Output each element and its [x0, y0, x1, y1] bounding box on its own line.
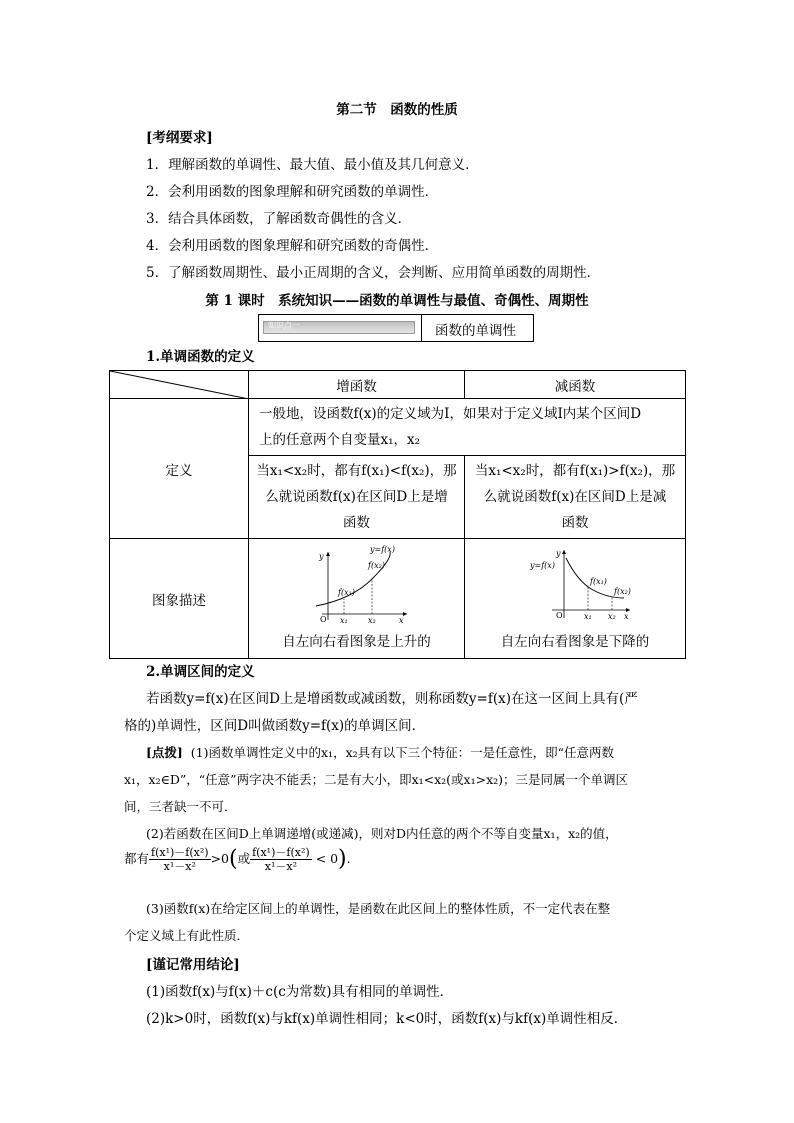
fx1-label: f(x₁)	[337, 587, 355, 597]
x2-label: x₂	[367, 615, 376, 624]
syllabus-item: 3．结合具体函数，了解函数奇偶性的含义．	[146, 211, 412, 227]
col-increasing: 增函数	[249, 371, 465, 399]
definition-heading: 1.单调函数的定义	[146, 349, 255, 365]
difference-quotient: $\frac{\text{f(x¹)－f(x²)}}{\text{x¹－x²}}$	[252, 846, 310, 873]
tip-label: [点拨]	[146, 745, 183, 760]
syllabus-header: [考纲要求]	[146, 130, 213, 146]
syllabus-item: 4．会利用函数的图象理解和研究函数的奇偶性．	[146, 238, 439, 254]
section-title: 第二节 函数的性质	[336, 102, 458, 118]
fx2-label: f(x₂)	[367, 560, 385, 570]
x2-label: x₂	[607, 611, 616, 621]
conclusion-item: (2)k>0时，函数f(x)与kf(x)单调性相同；k<0时，函数f(x)与kf(x)单调性相反．	[146, 1011, 628, 1027]
fx2-label: f(x₂)	[613, 586, 631, 596]
y-axis-label: y	[555, 548, 561, 558]
tip-line: [点拨] (1)函数单调性定义中的x₁，x₂具有以下三个特征：一是任意性，即“任意两数	[146, 745, 615, 760]
tip-line: 个定义域上有此性质．	[124, 928, 250, 943]
row-graph: 图象描述	[110, 539, 249, 659]
knowledge-tag: 知识点一	[263, 321, 415, 334]
monotonic-formula: 都有 $\frac{\text{f(x¹)－f(x²)}}{\text{x¹－x²}}$ >0(或 $\frac{\text{f(x¹)－f(x²)}}{\text{x¹－x²}}$ < 0).	[124, 846, 351, 873]
header-divider	[421, 315, 422, 341]
diagonal-header-cell	[110, 371, 249, 399]
interval-paragraph-line: 格的)单调性，区间D叫做函数y=f(x)的单调区间．	[124, 718, 426, 734]
difference-quotient: $\frac{\text{f(x¹)－f(x²)}}{\text{x¹－x²}}$	[151, 846, 209, 873]
x-axis-label: x	[623, 611, 629, 621]
monotonic-definition-table	[109, 370, 686, 659]
decreasing-definition: 当x₁<x₂时，都有f(x₁)>f(x₂)，那 么就说函数f(x)在区间D上是减 函数	[465, 456, 686, 539]
increasing-caption: 自左向右看图象是上升的	[282, 633, 431, 650]
decreasing-caption: 自左向右看图象是下降的	[500, 633, 650, 650]
interval-paragraph-line: 若函数y=f(x)在区间D上是增函数或减函数，则称函数y=f(x)在这一区间上具有(严	[146, 691, 638, 707]
curve-label: y=f(x)	[529, 560, 555, 570]
increasing-definition: 当x₁<x₂时，都有f(x₁)<f(x₂)，那 么就说函数f(x)在区间D上是增 函数	[249, 456, 465, 539]
increasing-graph-cell	[249, 539, 465, 659]
origin-label: O	[555, 610, 563, 620]
tip-line: (2)若函数在区间D上单调递增(或递减)，则对D内任意的两个不等自变量x₁，x₂的值，	[146, 826, 618, 841]
conclusion-item: (1)函数f(x)与f(x)＋c(c为常数)具有相同的单调性．	[146, 984, 454, 1000]
x1-label: x₁	[583, 611, 592, 621]
tip-line: (3)函数f(x)在给定区间上的单调性，是函数在此区间上的整体性质，不一定代表在整	[146, 901, 611, 916]
syllabus-item: 1．理解函数的单调性、最大值、最小值及其几何意义．	[146, 157, 479, 173]
syllabus-item: 5．了解函数周期性、最小正周期的含义，会判断、应用简单函数的周期性．	[146, 265, 601, 281]
knowledge-label: 函数的单调性	[435, 323, 516, 339]
common-definition: 一般地，设函数f(x)的定义域为I，如果对于定义域I内某个区间D 上的任意两个自变量x₁，x₂	[249, 399, 686, 456]
x-axis-label: x	[398, 615, 404, 624]
lesson-title: 第 1 课时 系统知识——函数的单调性与最值、奇偶性、周期性	[205, 293, 589, 309]
origin-label: O	[319, 614, 327, 624]
tip-line: 间，三者缺一不可．	[124, 799, 237, 814]
syllabus-item: 2．会利用函数的图象理解和研究函数的单调性．	[146, 184, 439, 200]
increasing-graph	[302, 544, 412, 624]
conclusion-header: [谨记常用结论]	[146, 957, 240, 973]
decreasing-graph-cell	[465, 539, 686, 659]
tip-line: x₁，x₂∈D”，“任意”两字决不能丢；二是有大小，即x₁<x₂(或x₁>x₂)；三是同属一个单调区	[124, 772, 629, 787]
row-definition: 定义	[110, 399, 249, 539]
decreasing-graph	[518, 544, 633, 624]
x1-label: x₁	[339, 615, 348, 624]
curve-label: y=f(x)	[369, 544, 395, 554]
interval-heading: 2.单调区间的定义	[146, 664, 255, 680]
knowledge-point-header	[258, 314, 534, 342]
col-decreasing: 减函数	[465, 371, 686, 399]
fx1-label: f(x₁)	[589, 576, 607, 586]
y-axis-label: y	[318, 551, 324, 561]
